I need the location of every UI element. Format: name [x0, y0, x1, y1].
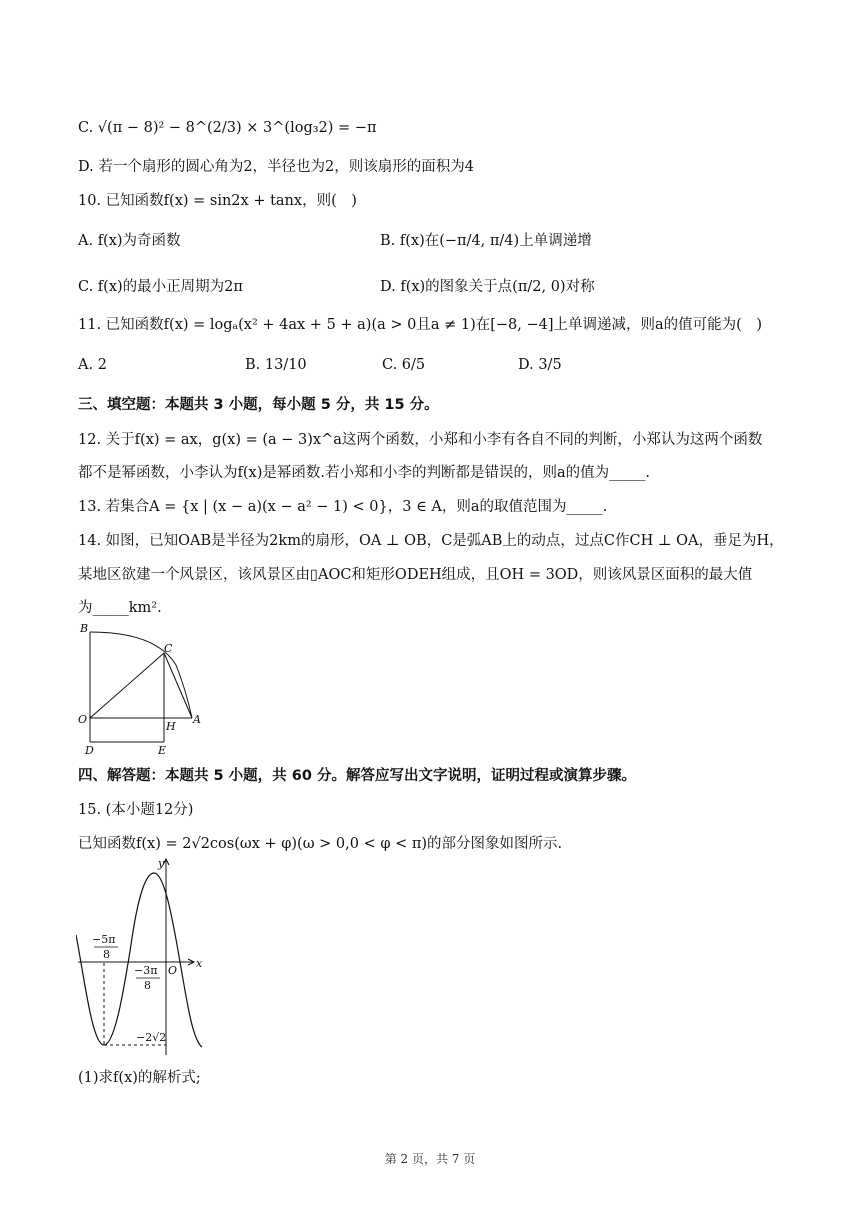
option-10c: C. f(x)的最小正周期为2π — [78, 279, 243, 295]
question-15-part-1: (1)求f(x)的解析式; — [78, 1070, 201, 1086]
option-10b: B. f(x)在(−π/4, π/4)上单调递增 — [380, 233, 592, 249]
cosine-curve — [76, 873, 202, 1047]
question-15: 15. (本小题12分) — [78, 802, 194, 818]
section-3-heading: 三、填空题：本题共 3 小题，每小题 5 分，共 15 分。 — [78, 397, 439, 413]
section-4-heading: 四、解答题：本题共 5 小题，共 60 分。解答应写出文字说明，证明过程或演算步骤。 — [78, 768, 636, 784]
label-origin: O — [168, 964, 178, 977]
label-o: O — [78, 713, 88, 726]
page-footer: 第 2 页，共 7 页 — [384, 1152, 476, 1166]
label-b: B — [80, 622, 89, 635]
label-h: H — [166, 720, 176, 733]
segment-oc — [90, 653, 164, 718]
label-c: C — [164, 642, 173, 655]
option-9c: C. √(π − 8)² − 8^(2/3) × 3^(log₃2) = −π — [78, 120, 377, 136]
figure-14-sector — [76, 620, 206, 760]
segment-ca — [164, 653, 192, 718]
label-minus-3pi-denominator: 8 — [144, 979, 151, 992]
question-14-line1: 14. 如图，已知OAB是半径为2km的扇形，OA ⊥ OB，C是弧AB上的动点，过点C作CH ⊥ OA，垂足为H， — [78, 533, 784, 549]
label-e: E — [158, 744, 167, 757]
label-minus-5pi-denominator: 8 — [103, 948, 110, 961]
question-14-line2: 某地区欲建一个风景区，该风景区由▯AOC和矩形ODEH组成，且OH = 3OD，则该风景区面积的最大值 — [78, 567, 753, 583]
label-ymin: −2√2 — [136, 1031, 167, 1044]
label-minus-5pi: −5π — [92, 933, 116, 946]
option-11d: D. 3/5 — [518, 357, 562, 373]
figure-15-cosine-graph — [76, 855, 216, 1060]
question-11: 11. 已知函数f(x) = logₐ(x² + 4ax + 5 + a)(a > 0且a ≠ 1)在[−8, −4]上单调递减，则a的值可能为( ) — [78, 317, 762, 333]
option-11a: A. 2 — [78, 357, 107, 373]
question-10: 10. 已知函数f(x) = sin2x + tanx，则( ) — [78, 193, 357, 209]
label-y: y — [158, 857, 165, 870]
question-12-line1: 12. 关于f(x) = ax，g(x) = (a − 3)x^a这两个函数，小郑和小李有各自不同的判断，小郑认为这两个函数 — [78, 432, 763, 448]
option-11b: B. 13/10 — [245, 357, 307, 373]
option-10a: A. f(x)为奇函数 — [78, 233, 181, 249]
question-15-stem: 已知函数f(x) = 2√2cos(ωx + φ)(ω > 0,0 < φ < π)的部分图象如图所示. — [78, 836, 563, 852]
question-12-line2: 都不是幂函数，小李认为f(x)是幂函数.若小郑和小李的判断都是错误的，则a的值为_____. — [78, 465, 650, 481]
label-minus-3pi: −3π — [134, 964, 158, 977]
question-14-line3: 为_____km². — [78, 600, 162, 616]
question-13: 13. 若集合A = {x | (x − a)(x − a² − 1) < 0}，3 ∈ A，则a的取值范围为_____. — [78, 499, 608, 515]
option-9d: D. 若一个扇形的圆心角为2，半径也为2，则该扇形的面积为4 — [78, 159, 475, 175]
label-d: D — [85, 744, 94, 757]
label-x: x — [196, 957, 203, 970]
option-11c: C. 6/5 — [382, 357, 426, 373]
label-a: A — [193, 713, 201, 726]
option-10d: D. f(x)的图象关于点(π/2, 0)对称 — [380, 279, 595, 295]
